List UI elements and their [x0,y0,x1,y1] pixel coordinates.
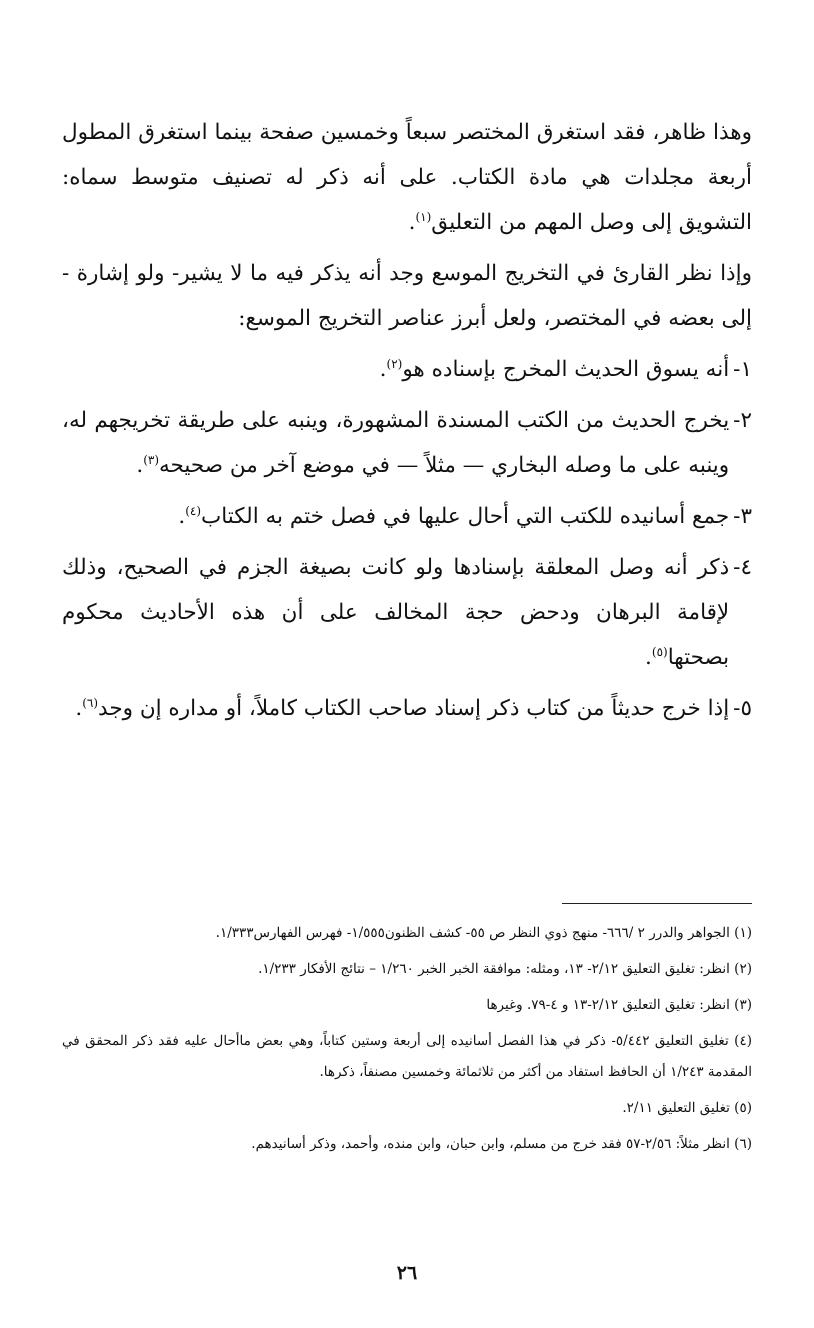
main-text [62,110,752,737]
footnotes [62,918,752,1165]
list-item-text: إذا خرج حديثاً من كتاب ذكر إسناد صاحب الكتاب كاملاً، أو مداره إن وجد [98,696,730,721]
footnote-number: (٣) [734,997,752,1013]
footnote-text: انظر: تغليق التعليق ٢/١٢-١٣ و ٤-٧٩. وغيرها [486,997,730,1013]
list-item: ٢- يخرج الحديث من الكتب المسندة المشهورة، وينبه على طريقة تخريجهم له، وينبه على ما وصله البخاري — مثلاً — في موضع آخر من صحيحه$^{(٣)}$. [62,398,752,488]
footnote-text: انظر: تغليق التعليق ٢/١٢- ١٣، ومثله: موافقة الخبر الخبر ١/٢٦٠ – نتائج الأفكار ١/٢٣٣. [258,961,730,977]
list-item-text: ذكر أنه وصل المعلقة بإسنادها ولو كانت بصيغة الجزم في الصحيح، وذلك لإقامة البرهان ودحض حجة المخالف على أن هذه الأحاديث محكوم بصحتها [62,555,730,670]
list-item-number: ٥- [733,696,752,721]
list-item-number: ٤- [733,555,752,580]
list-item: ١- أنه يسوق الحديث المخرج بإسناده هو$^{(٢)}$. [62,347,752,392]
footnote-text: تغليق التعليق ٢/١١. [622,1100,730,1116]
paragraph-elements [62,251,752,341]
page-number: ٢٦ [396,1262,418,1284]
footnote-ref: (٢) [386,357,403,371]
footnote-text: انظر مثلاً: ٢/٥٦-٥٧ فقد خرج من مسلم، وابن حبان، وابن منده، وأحمد، وذكر أسانيدهم. [251,1136,730,1152]
footnote [62,1093,752,1124]
list-item-text: جمع أسانيده للكتب التي أحال عليها في فصل ختم به الكتاب [201,504,730,529]
footnote [62,1129,752,1160]
footnote-number: (٥) [734,1100,752,1116]
footnote-ref: (٤) [185,504,202,518]
footnote [62,954,752,985]
list-item: ٤- ذكر أنه وصل المعلقة بإسنادها ولو كانت بصيغة الجزم في الصحيح، وذلك لإقامة البرهان ودحض حجة المخالف على أن هذه الأحاديث محكوم بصحتها$^{(٥)}$. [62,545,752,680]
footnote [62,918,752,949]
list-item-number: ٢- [733,408,752,433]
paragraph-intro: وهذا ظاهر، فقد استغرق المختصر سبعاً وخمسين صفحة بينما استغرق المطول أربعة مجلدات هي مادة الكتاب. على أنه ذكر له تصنيف متوسط سماه: التشويق إلى وصل المهم من التعليق$^{(١)}$. [62,120,752,235]
paragraph-text: وهذا ظاهر، فقد استغرق المختصر سبعاً وخمسين صفحة بينما استغرق المطول أربعة مجلدات هي مادة الكتاب. على أنه ذكر له تصنيف متوسط سماه: التشويق إلى وصل المهم من التعليق [62,120,752,235]
list-item-number: ١- [733,357,752,382]
list-item: ٣- جمع أسانيده للكتب التي أحال عليها في فصل ختم به الكتاب$^{(٤)}$. [62,494,752,539]
footnote-number: (٢) [734,961,752,977]
footnote-text: تغليق التعليق ٥/٤٤٢- ذكر في هذا الفصل أسانيده إلى أربعة وستين كتاباً، وهي بعض ماأحال عليه فقد ذكر المحقق في المقدمة ١/٢٤٣ أن الحافظ استفاد من أكثر من ثلاثمائة وخمسين مصنفاً، ذكرها. [62,1033,752,1080]
paragraph-text: وإذا نظر القارئ في التخريج الموسع وجد أنه يذكر فيه ما لا يشير- ولو إشارة - إلى بعضه في المختصر، ولعل أبرز عناصر التخريج الموسع: [62,261,752,331]
footnote-ref: (١) [415,210,432,224]
footnote [62,1026,752,1088]
footnote-divider [562,903,752,904]
list-item: ٥- إذا خرج حديثاً من كتاب ذكر إسناد صاحب الكتاب كاملاً، أو مداره إن وجد$^{(٦)}$. [62,686,752,731]
list-item-number: ٣- [733,504,752,529]
footnote-number: (٤) [734,1033,752,1049]
list-item-text: أنه يسوق الحديث المخرج بإسناده هو [402,357,730,382]
footnote-text: الجواهر والدرر ٢ /٦٦٦- منهج ذوي النظر ص ٥٥- كشف الظنون١/٥٥٥- فهرس الفهارس١/٣٣٣. [215,925,730,941]
list-item-text: يخرج الحديث من الكتب المسندة المشهورة، وينبه على طريقة تخريجهم له، وينبه على ما وصله البخاري — مثلاً — في موضع آخر من صحيحه [62,408,730,478]
footnote [62,990,752,1021]
footnote-ref: (٣) [143,453,160,467]
footnote-ref: (٥) [651,645,668,659]
footnote-number: (١) [734,925,752,941]
footnote-number: (٦) [734,1136,752,1152]
footnote-ref: (٦) [82,696,99,710]
